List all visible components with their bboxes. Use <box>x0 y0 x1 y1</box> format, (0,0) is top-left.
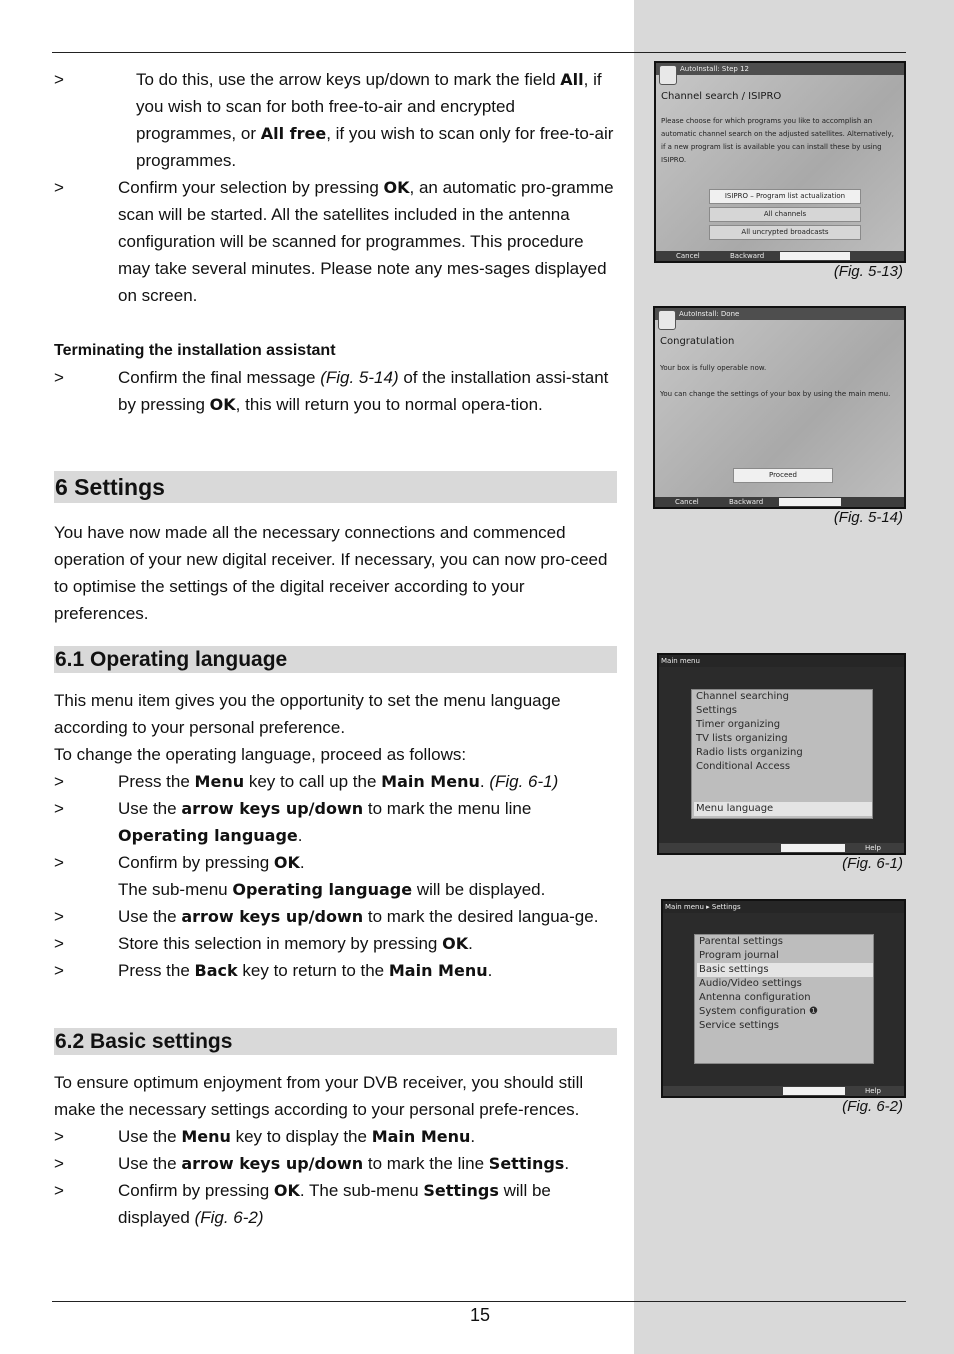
paragraph: You have now made all the necessary connections and commenced operation of your new digital receiver. If necessary, you can now pro-ceed to optimise the settings of the digital receiver according to your preferences. <box>54 523 608 623</box>
clipboard-icon <box>659 65 677 85</box>
list-item: The sub-menu Operating language will be displayed. <box>118 880 546 899</box>
screen-header: AutoInstall: Step 12 <box>656 63 904 75</box>
subheading: Terminating the installation assistant <box>54 342 336 359</box>
paragraph: To change the operating language, proceed as follows: <box>54 745 467 764</box>
cancel-button[interactable]: Cancel <box>676 252 700 260</box>
screen-footer <box>659 843 904 853</box>
menu-item[interactable]: Service settings <box>699 1020 780 1031</box>
list-item: > To do this, use the arrow keys up/down to mark the field All, if you wish to scan for both free-to-air and encrypted programmes, or All free, if you wish to scan only for free-to-air programmes. <box>54 70 614 170</box>
screen-title: Congratulation <box>660 336 735 347</box>
menu-item[interactable]: Antenna configuration <box>699 992 811 1003</box>
list-item: > Confirm the final message (Fig. 5-14) of the installation assi-stant by pressing OK, this will return you to normal opera-tion. <box>54 368 609 414</box>
menu-item[interactable]: System configuration ❶ <box>699 1006 818 1017</box>
screen-text: Your box is fully operable now. <box>660 364 767 372</box>
section-title: 6.2 Basic settings <box>54 1028 617 1055</box>
list-item: > Confirm by pressing OK. <box>54 853 305 872</box>
menu-item[interactable]: Settings <box>696 705 738 716</box>
screen-text: You can change the settings of your box by using the main menu. <box>660 390 891 398</box>
terminating-block <box>54 337 617 418</box>
section-6-1 <box>54 646 617 984</box>
clipboard-icon <box>658 310 676 330</box>
list-item: > Store this selection in memory by pressing OK. <box>54 934 473 953</box>
page-number: 15 <box>469 1305 491 1325</box>
screen-title: Channel search / ISIPRO <box>661 91 782 102</box>
list-item: > Use the Menu key to display the Main Menu. <box>54 1127 476 1146</box>
screen-text: Please choose for which programs you like to accomplish an automatic channel search on the adjusted satellites. Alternatively, if a new program list is available you can install these by using ISIPRO. <box>661 117 894 164</box>
menu-item[interactable]: Timer organizing <box>696 719 781 730</box>
paragraph: This menu item gives you the opportunity to set the menu language according to your personal preference. <box>54 691 561 737</box>
fig-5-14-screen <box>653 306 906 509</box>
help-button[interactable]: Help <box>865 844 881 852</box>
screen-footer <box>663 1086 904 1096</box>
list-item: > Use the arrow keys up/down to mark the line Settings. <box>54 1154 570 1173</box>
main-menu-list <box>691 689 873 819</box>
proceed-button[interactable]: Proceed <box>733 468 833 483</box>
figure-caption: (Fig. 6-2) <box>842 1098 903 1115</box>
screen-header: Main menu ▸ Settings <box>663 901 904 913</box>
figure-caption: (Fig. 5-13) <box>833 263 903 280</box>
fig-6-1-screen <box>657 653 906 855</box>
menu-item[interactable]: Parental settings <box>699 936 783 947</box>
screen-footer <box>656 251 904 261</box>
menu-item[interactable]: Conditional Access <box>696 761 791 772</box>
cancel-button[interactable]: Cancel <box>675 498 699 506</box>
fig-5-13-screen <box>654 61 906 263</box>
option-all-channels[interactable]: All channels <box>709 207 861 222</box>
figure-caption: (Fig. 6-1) <box>842 855 903 872</box>
top-rule <box>52 52 906 53</box>
screen-header: AutoInstall: Done <box>655 308 904 320</box>
section-6-2 <box>54 1028 617 1231</box>
list-item: > Confirm your selection by pressing OK, an automatic pro-gramme scan will be started. All the satellites included in the antenna configuration will be scanned for programmes. This procedure may take several minutes. Please note any mes-sages displayed on screen. <box>54 178 614 305</box>
menu-item[interactable]: Radio lists organizing <box>696 747 803 758</box>
bottom-rule <box>52 1301 906 1302</box>
steps-list <box>54 1123 617 1231</box>
menu-item[interactable]: TV lists organizing <box>696 733 788 744</box>
screen-header: Main menu <box>659 655 904 667</box>
option-isipro[interactable]: ISIPRO – Program list actualization <box>709 189 861 204</box>
backward-button[interactable]: Backward <box>730 252 765 260</box>
screen-footer <box>655 497 904 507</box>
settings-menu-list <box>694 934 874 1064</box>
steps-list <box>54 768 617 984</box>
menu-item[interactable]: Program journal <box>699 950 779 961</box>
list-item: > Press the Menu key to call up the Main Menu. (Fig. 6-1) <box>54 772 559 791</box>
fig-6-2-screen <box>661 899 906 1098</box>
help-button[interactable]: Help <box>865 1087 881 1095</box>
figure-caption: (Fig. 5-14) <box>833 509 903 526</box>
paragraph: To ensure optimum enjoyment from your DVB receiver, you should still make the necessary settings according to your personal prefe-rences. <box>54 1073 584 1119</box>
intro-list <box>54 66 617 309</box>
list-item: > Use the arrow keys up/down to mark the menu line Operating language. <box>54 799 532 845</box>
section-title: 6.1 Operating language <box>54 646 617 673</box>
list-item: > Use the arrow keys up/down to mark the desired langua-ge. <box>54 907 599 926</box>
list-item: > Confirm by pressing OK. The sub-menu Settings will be displayed (Fig. 6-2) <box>54 1181 551 1227</box>
menu-item[interactable]: Basic settings <box>697 963 873 977</box>
menu-item[interactable]: Audio/Video settings <box>699 978 802 989</box>
option-uncrypted[interactable]: All uncrypted broadcasts <box>709 225 861 240</box>
section-title: 6 Settings <box>54 471 617 503</box>
backward-button[interactable]: Backward <box>729 498 764 506</box>
section-6 <box>54 471 617 627</box>
menu-item[interactable]: Channel searching <box>696 691 789 702</box>
menu-item-selected[interactable]: Menu language <box>694 802 872 816</box>
list-item: > Press the Back key to return to the Main Menu. <box>54 961 493 980</box>
